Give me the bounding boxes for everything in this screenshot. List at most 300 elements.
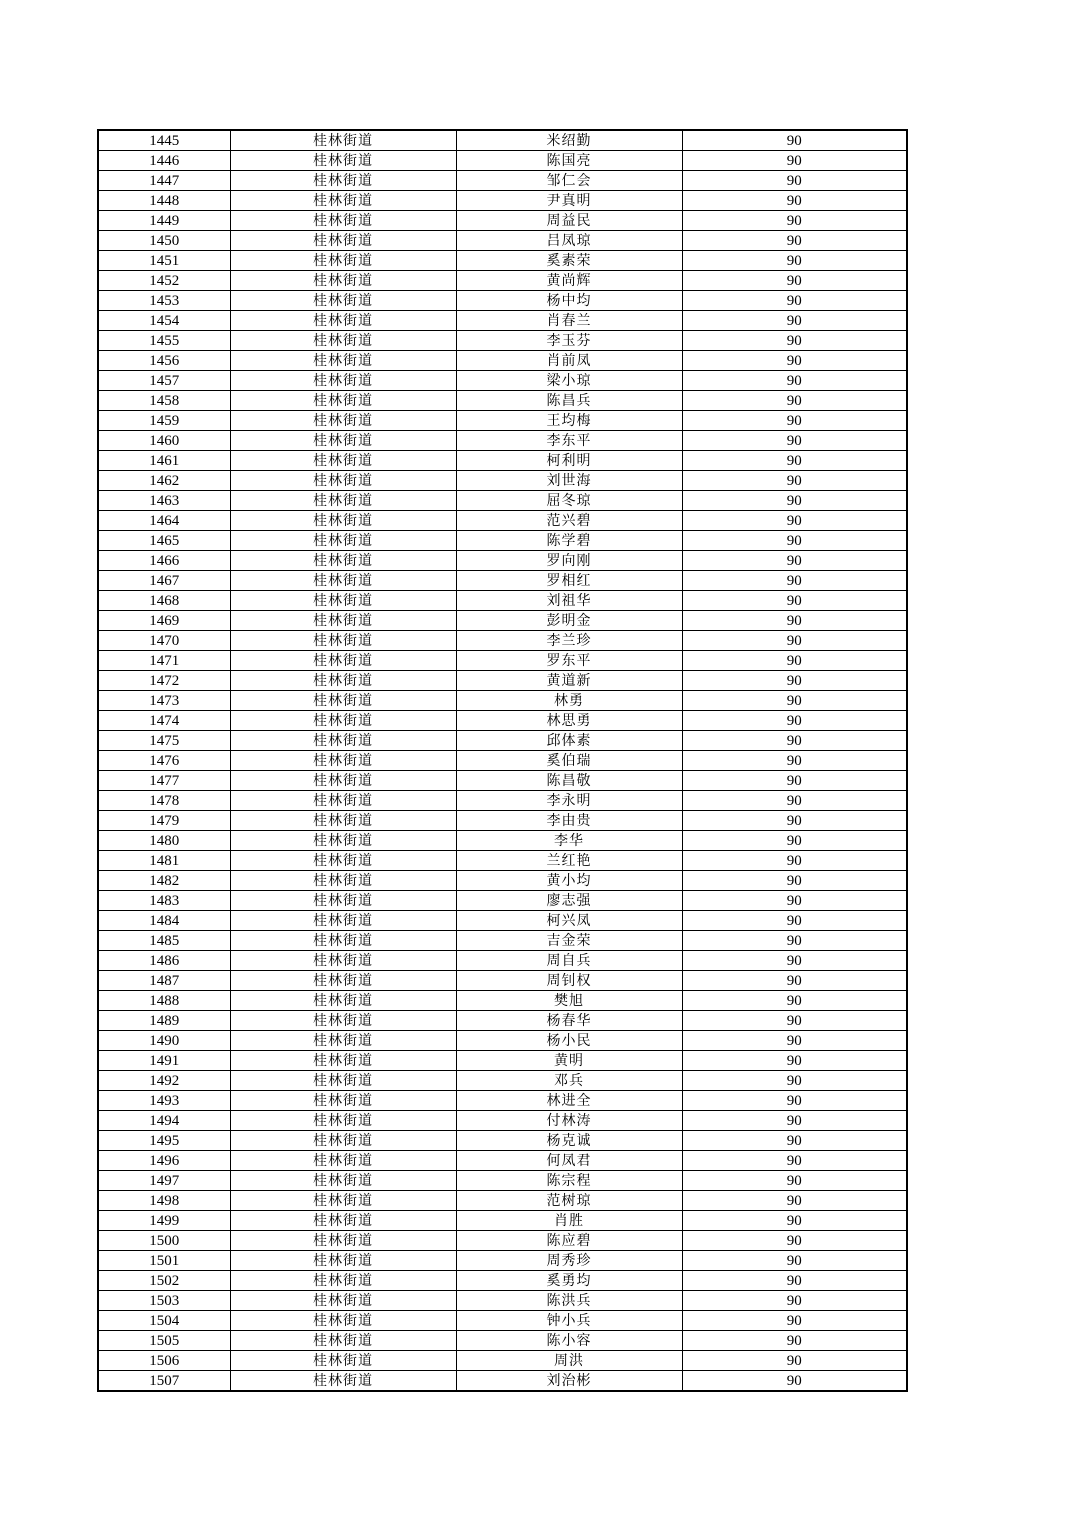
cell-score: 90 (682, 1031, 907, 1051)
cell-number: 1481 (98, 851, 230, 871)
cell-score: 90 (682, 1291, 907, 1311)
cell-name: 邹仁会 (456, 171, 682, 191)
cell-number: 1489 (98, 1011, 230, 1031)
cell-number: 1475 (98, 731, 230, 751)
cell-score: 90 (682, 611, 907, 631)
cell-number: 1449 (98, 211, 230, 231)
cell-score: 90 (682, 731, 907, 751)
table-row (98, 191, 907, 211)
cell-score: 90 (682, 171, 907, 191)
cell-number: 1459 (98, 411, 230, 431)
cell-number: 1506 (98, 1351, 230, 1371)
cell-name: 范树琼 (456, 1191, 682, 1211)
cell-street: 桂林街道 (230, 711, 456, 731)
cell-street: 桂林街道 (230, 931, 456, 951)
table-row (98, 991, 907, 1011)
table-row (98, 1171, 907, 1191)
cell-number: 1446 (98, 151, 230, 171)
cell-street: 桂林街道 (230, 591, 456, 611)
cell-street: 桂林街道 (230, 611, 456, 631)
cell-score: 90 (682, 391, 907, 411)
cell-name: 周秀珍 (456, 1251, 682, 1271)
cell-street: 桂林街道 (230, 1371, 456, 1392)
cell-name: 肖春兰 (456, 311, 682, 331)
cell-street: 桂林街道 (230, 511, 456, 531)
cell-score: 90 (682, 531, 907, 551)
cell-name: 钟小兵 (456, 1311, 682, 1331)
cell-name: 罗东平 (456, 651, 682, 671)
table-row (98, 1071, 907, 1091)
cell-street: 桂林街道 (230, 1111, 456, 1131)
cell-number: 1473 (98, 691, 230, 711)
cell-name: 林勇 (456, 691, 682, 711)
table-row (98, 130, 907, 151)
cell-score: 90 (682, 971, 907, 991)
cell-number: 1487 (98, 971, 230, 991)
table-row (98, 1051, 907, 1071)
cell-street: 桂林街道 (230, 1351, 456, 1371)
cell-name: 黄小均 (456, 871, 682, 891)
table-row (98, 231, 907, 251)
cell-number: 1507 (98, 1371, 230, 1392)
cell-number: 1480 (98, 831, 230, 851)
cell-name: 李东平 (456, 431, 682, 451)
cell-name: 吕凤琼 (456, 231, 682, 251)
cell-number: 1504 (98, 1311, 230, 1331)
cell-name: 林进全 (456, 1091, 682, 1111)
cell-name: 陈学碧 (456, 531, 682, 551)
table-row (98, 411, 907, 431)
cell-name: 付林涛 (456, 1111, 682, 1131)
cell-score: 90 (682, 431, 907, 451)
cell-number: 1454 (98, 311, 230, 331)
cell-street: 桂林街道 (230, 1331, 456, 1351)
cell-street: 桂林街道 (230, 1271, 456, 1291)
table-row (98, 251, 907, 271)
cell-street: 桂林街道 (230, 130, 456, 151)
cell-number: 1485 (98, 931, 230, 951)
table-row (98, 431, 907, 451)
table-row (98, 911, 907, 931)
cell-street: 桂林街道 (230, 751, 456, 771)
cell-number: 1496 (98, 1151, 230, 1171)
cell-score: 90 (682, 991, 907, 1011)
cell-score: 90 (682, 1331, 907, 1351)
cell-number: 1477 (98, 771, 230, 791)
cell-street: 桂林街道 (230, 1151, 456, 1171)
cell-street: 桂林街道 (230, 1051, 456, 1071)
cell-street: 桂林街道 (230, 411, 456, 431)
cell-number: 1484 (98, 911, 230, 931)
table-row (98, 811, 907, 831)
cell-name: 杨春华 (456, 1011, 682, 1031)
cell-score: 90 (682, 651, 907, 671)
cell-score: 90 (682, 451, 907, 471)
cell-score: 90 (682, 251, 907, 271)
cell-number: 1445 (98, 130, 230, 151)
cell-score: 90 (682, 931, 907, 951)
table-row (98, 751, 907, 771)
cell-score: 90 (682, 1071, 907, 1091)
cell-score: 90 (682, 771, 907, 791)
table-row (98, 1031, 907, 1051)
cell-name: 陈小容 (456, 1331, 682, 1351)
table-row (98, 671, 907, 691)
cell-number: 1494 (98, 1111, 230, 1131)
cell-street: 桂林街道 (230, 831, 456, 851)
cell-name: 周益民 (456, 211, 682, 231)
cell-street: 桂林街道 (230, 991, 456, 1011)
table-row (98, 971, 907, 991)
cell-number: 1486 (98, 951, 230, 971)
cell-name: 柯利明 (456, 451, 682, 471)
cell-score: 90 (682, 631, 907, 651)
cell-street: 桂林街道 (230, 1251, 456, 1271)
cell-number: 1502 (98, 1271, 230, 1291)
cell-name: 兰红艳 (456, 851, 682, 871)
cell-street: 桂林街道 (230, 491, 456, 511)
cell-score: 90 (682, 1091, 907, 1111)
table-row (98, 1291, 907, 1311)
table-row (98, 1371, 907, 1392)
cell-name: 李由贵 (456, 811, 682, 831)
table-row (98, 951, 907, 971)
cell-number: 1500 (98, 1231, 230, 1251)
cell-score: 90 (682, 1371, 907, 1392)
cell-name: 李玉芬 (456, 331, 682, 351)
cell-number: 1461 (98, 451, 230, 471)
cell-score: 90 (682, 1211, 907, 1231)
cell-score: 90 (682, 411, 907, 431)
cell-name: 周钊权 (456, 971, 682, 991)
cell-street: 桂林街道 (230, 871, 456, 891)
cell-score: 90 (682, 951, 907, 971)
table-row (98, 851, 907, 871)
cell-street: 桂林街道 (230, 731, 456, 751)
table-row (98, 451, 907, 471)
cell-name: 李永明 (456, 791, 682, 811)
cell-name: 刘世海 (456, 471, 682, 491)
cell-name: 刘祖华 (456, 591, 682, 611)
cell-street: 桂林街道 (230, 1131, 456, 1151)
cell-street: 桂林街道 (230, 251, 456, 271)
cell-street: 桂林街道 (230, 471, 456, 491)
cell-score: 90 (682, 811, 907, 831)
cell-number: 1472 (98, 671, 230, 691)
cell-number: 1464 (98, 511, 230, 531)
cell-score: 90 (682, 231, 907, 251)
cell-number: 1479 (98, 811, 230, 831)
table-row (98, 1331, 907, 1351)
table-row (98, 611, 907, 631)
cell-number: 1458 (98, 391, 230, 411)
cell-score: 90 (682, 551, 907, 571)
cell-score: 90 (682, 851, 907, 871)
cell-name: 邓兵 (456, 1071, 682, 1091)
cell-score: 90 (682, 151, 907, 171)
table-row (98, 171, 907, 191)
cell-name: 屈冬琼 (456, 491, 682, 511)
cell-name: 何凤君 (456, 1151, 682, 1171)
cell-number: 1470 (98, 631, 230, 651)
cell-score: 90 (682, 271, 907, 291)
cell-street: 桂林街道 (230, 1291, 456, 1311)
cell-score: 90 (682, 1351, 907, 1371)
cell-score: 90 (682, 471, 907, 491)
cell-name: 王均梅 (456, 411, 682, 431)
table-row (98, 1111, 907, 1131)
cell-street: 桂林街道 (230, 1311, 456, 1331)
cell-number: 1491 (98, 1051, 230, 1071)
cell-name: 黄尚辉 (456, 271, 682, 291)
cell-name: 廖志强 (456, 891, 682, 911)
cell-score: 90 (682, 331, 907, 351)
cell-name: 奚素荣 (456, 251, 682, 271)
cell-score: 90 (682, 791, 907, 811)
cell-name: 樊旭 (456, 991, 682, 1011)
cell-name: 黄明 (456, 1051, 682, 1071)
cell-score: 90 (682, 291, 907, 311)
cell-name: 陈国亮 (456, 151, 682, 171)
cell-street: 桂林街道 (230, 211, 456, 231)
cell-number: 1463 (98, 491, 230, 511)
table-row (98, 791, 907, 811)
table-row (98, 291, 907, 311)
cell-score: 90 (682, 831, 907, 851)
cell-score: 90 (682, 751, 907, 771)
cell-name: 陈应碧 (456, 1231, 682, 1251)
cell-number: 1499 (98, 1211, 230, 1231)
cell-score: 90 (682, 1311, 907, 1331)
table-row (98, 931, 907, 951)
table-row (98, 211, 907, 231)
cell-number: 1468 (98, 591, 230, 611)
cell-number: 1451 (98, 251, 230, 271)
cell-number: 1450 (98, 231, 230, 251)
cell-score: 90 (682, 130, 907, 151)
table-row (98, 591, 907, 611)
table-row (98, 1271, 907, 1291)
table-row (98, 1251, 907, 1271)
table-row (98, 651, 907, 671)
table-row (98, 471, 907, 491)
cell-name: 周洪 (456, 1351, 682, 1371)
table-row (98, 1311, 907, 1331)
cell-number: 1453 (98, 291, 230, 311)
cell-number: 1492 (98, 1071, 230, 1091)
cell-name: 尹真明 (456, 191, 682, 211)
cell-name: 柯兴凤 (456, 911, 682, 931)
cell-street: 桂林街道 (230, 1071, 456, 1091)
cell-name: 罗相红 (456, 571, 682, 591)
cell-number: 1488 (98, 991, 230, 1011)
table-row (98, 731, 907, 751)
cell-score: 90 (682, 1271, 907, 1291)
table-row (98, 331, 907, 351)
table-row (98, 1011, 907, 1031)
cell-street: 桂林街道 (230, 531, 456, 551)
cell-number: 1474 (98, 711, 230, 731)
cell-number: 1448 (98, 191, 230, 211)
cell-street: 桂林街道 (230, 1171, 456, 1191)
cell-number: 1497 (98, 1171, 230, 1191)
cell-score: 90 (682, 1111, 907, 1131)
table-row (98, 691, 907, 711)
cell-street: 桂林街道 (230, 1011, 456, 1031)
cell-score: 90 (682, 1051, 907, 1071)
cell-name: 陈洪兵 (456, 1291, 682, 1311)
cell-score: 90 (682, 1131, 907, 1151)
table-row (98, 1231, 907, 1251)
cell-number: 1476 (98, 751, 230, 771)
cell-score: 90 (682, 1171, 907, 1191)
cell-name: 李华 (456, 831, 682, 851)
table-row (98, 491, 907, 511)
cell-score: 90 (682, 371, 907, 391)
table-row (98, 1351, 907, 1371)
cell-street: 桂林街道 (230, 791, 456, 811)
cell-number: 1469 (98, 611, 230, 631)
cell-number: 1452 (98, 271, 230, 291)
table-row (98, 571, 907, 591)
cell-number: 1460 (98, 431, 230, 451)
table-row (98, 531, 907, 551)
cell-score: 90 (682, 571, 907, 591)
table-row (98, 371, 907, 391)
table-row (98, 871, 907, 891)
cell-street: 桂林街道 (230, 691, 456, 711)
cell-street: 桂林街道 (230, 1091, 456, 1111)
cell-street: 桂林街道 (230, 391, 456, 411)
table-row (98, 391, 907, 411)
cell-number: 1455 (98, 331, 230, 351)
table-row (98, 631, 907, 651)
cell-score: 90 (682, 351, 907, 371)
table-row (98, 771, 907, 791)
table-row (98, 551, 907, 571)
cell-street: 桂林街道 (230, 911, 456, 931)
cell-name: 奚伯瑞 (456, 751, 682, 771)
cell-street: 桂林街道 (230, 811, 456, 831)
cell-number: 1483 (98, 891, 230, 911)
cell-name: 杨中均 (456, 291, 682, 311)
cell-street: 桂林街道 (230, 231, 456, 251)
cell-name: 刘治彬 (456, 1371, 682, 1392)
cell-name: 林思勇 (456, 711, 682, 731)
cell-name: 杨小民 (456, 1031, 682, 1051)
cell-number: 1467 (98, 571, 230, 591)
cell-number: 1493 (98, 1091, 230, 1111)
table-row (98, 151, 907, 171)
cell-street: 桂林街道 (230, 1031, 456, 1051)
roster-table (97, 129, 908, 1392)
cell-score: 90 (682, 511, 907, 531)
cell-name: 杨克诚 (456, 1131, 682, 1151)
cell-score: 90 (682, 671, 907, 691)
roster-table-body (98, 130, 907, 1391)
cell-score: 90 (682, 1251, 907, 1271)
cell-number: 1466 (98, 551, 230, 571)
cell-score: 90 (682, 1011, 907, 1031)
cell-number: 1495 (98, 1131, 230, 1151)
cell-street: 桂林街道 (230, 951, 456, 971)
cell-number: 1498 (98, 1191, 230, 1211)
cell-street: 桂林街道 (230, 671, 456, 691)
table-row (98, 1211, 907, 1231)
cell-score: 90 (682, 711, 907, 731)
cell-score: 90 (682, 211, 907, 231)
table-row (98, 1191, 907, 1211)
cell-name: 陈宗程 (456, 1171, 682, 1191)
cell-name: 陈昌兵 (456, 391, 682, 411)
table-row (98, 1131, 907, 1151)
cell-street: 桂林街道 (230, 431, 456, 451)
cell-number: 1503 (98, 1291, 230, 1311)
cell-street: 桂林街道 (230, 771, 456, 791)
cell-street: 桂林街道 (230, 891, 456, 911)
cell-number: 1478 (98, 791, 230, 811)
cell-street: 桂林街道 (230, 1191, 456, 1211)
cell-street: 桂林街道 (230, 571, 456, 591)
cell-street: 桂林街道 (230, 551, 456, 571)
cell-name: 吉金荣 (456, 931, 682, 951)
cell-street: 桂林街道 (230, 291, 456, 311)
cell-name: 彭明金 (456, 611, 682, 631)
cell-street: 桂林街道 (230, 331, 456, 351)
cell-name: 周自兵 (456, 951, 682, 971)
cell-name: 李兰珍 (456, 631, 682, 651)
cell-name: 肖胜 (456, 1211, 682, 1231)
cell-street: 桂林街道 (230, 151, 456, 171)
cell-street: 桂林街道 (230, 851, 456, 871)
cell-score: 90 (682, 1231, 907, 1251)
cell-number: 1447 (98, 171, 230, 191)
table-row (98, 271, 907, 291)
table-row (98, 831, 907, 851)
cell-score: 90 (682, 191, 907, 211)
cell-street: 桂林街道 (230, 451, 456, 471)
cell-score: 90 (682, 691, 907, 711)
cell-name: 范兴碧 (456, 511, 682, 531)
table-row (98, 1151, 907, 1171)
cell-name: 奚勇均 (456, 1271, 682, 1291)
cell-street: 桂林街道 (230, 1231, 456, 1251)
cell-score: 90 (682, 911, 907, 931)
cell-street: 桂林街道 (230, 311, 456, 331)
cell-street: 桂林街道 (230, 971, 456, 991)
cell-score: 90 (682, 311, 907, 331)
cell-number: 1457 (98, 371, 230, 391)
cell-number: 1505 (98, 1331, 230, 1351)
cell-name: 米绍勤 (456, 130, 682, 151)
cell-name: 梁小琼 (456, 371, 682, 391)
cell-score: 90 (682, 891, 907, 911)
cell-name: 黄道新 (456, 671, 682, 691)
cell-number: 1462 (98, 471, 230, 491)
table-row (98, 1091, 907, 1111)
cell-name: 肖前凤 (456, 351, 682, 371)
cell-street: 桂林街道 (230, 191, 456, 211)
cell-street: 桂林街道 (230, 631, 456, 651)
cell-street: 桂林街道 (230, 371, 456, 391)
cell-score: 90 (682, 1191, 907, 1211)
cell-number: 1456 (98, 351, 230, 371)
cell-street: 桂林街道 (230, 651, 456, 671)
cell-number: 1501 (98, 1251, 230, 1271)
table-row (98, 351, 907, 371)
cell-name: 陈昌敬 (456, 771, 682, 791)
cell-number: 1482 (98, 871, 230, 891)
